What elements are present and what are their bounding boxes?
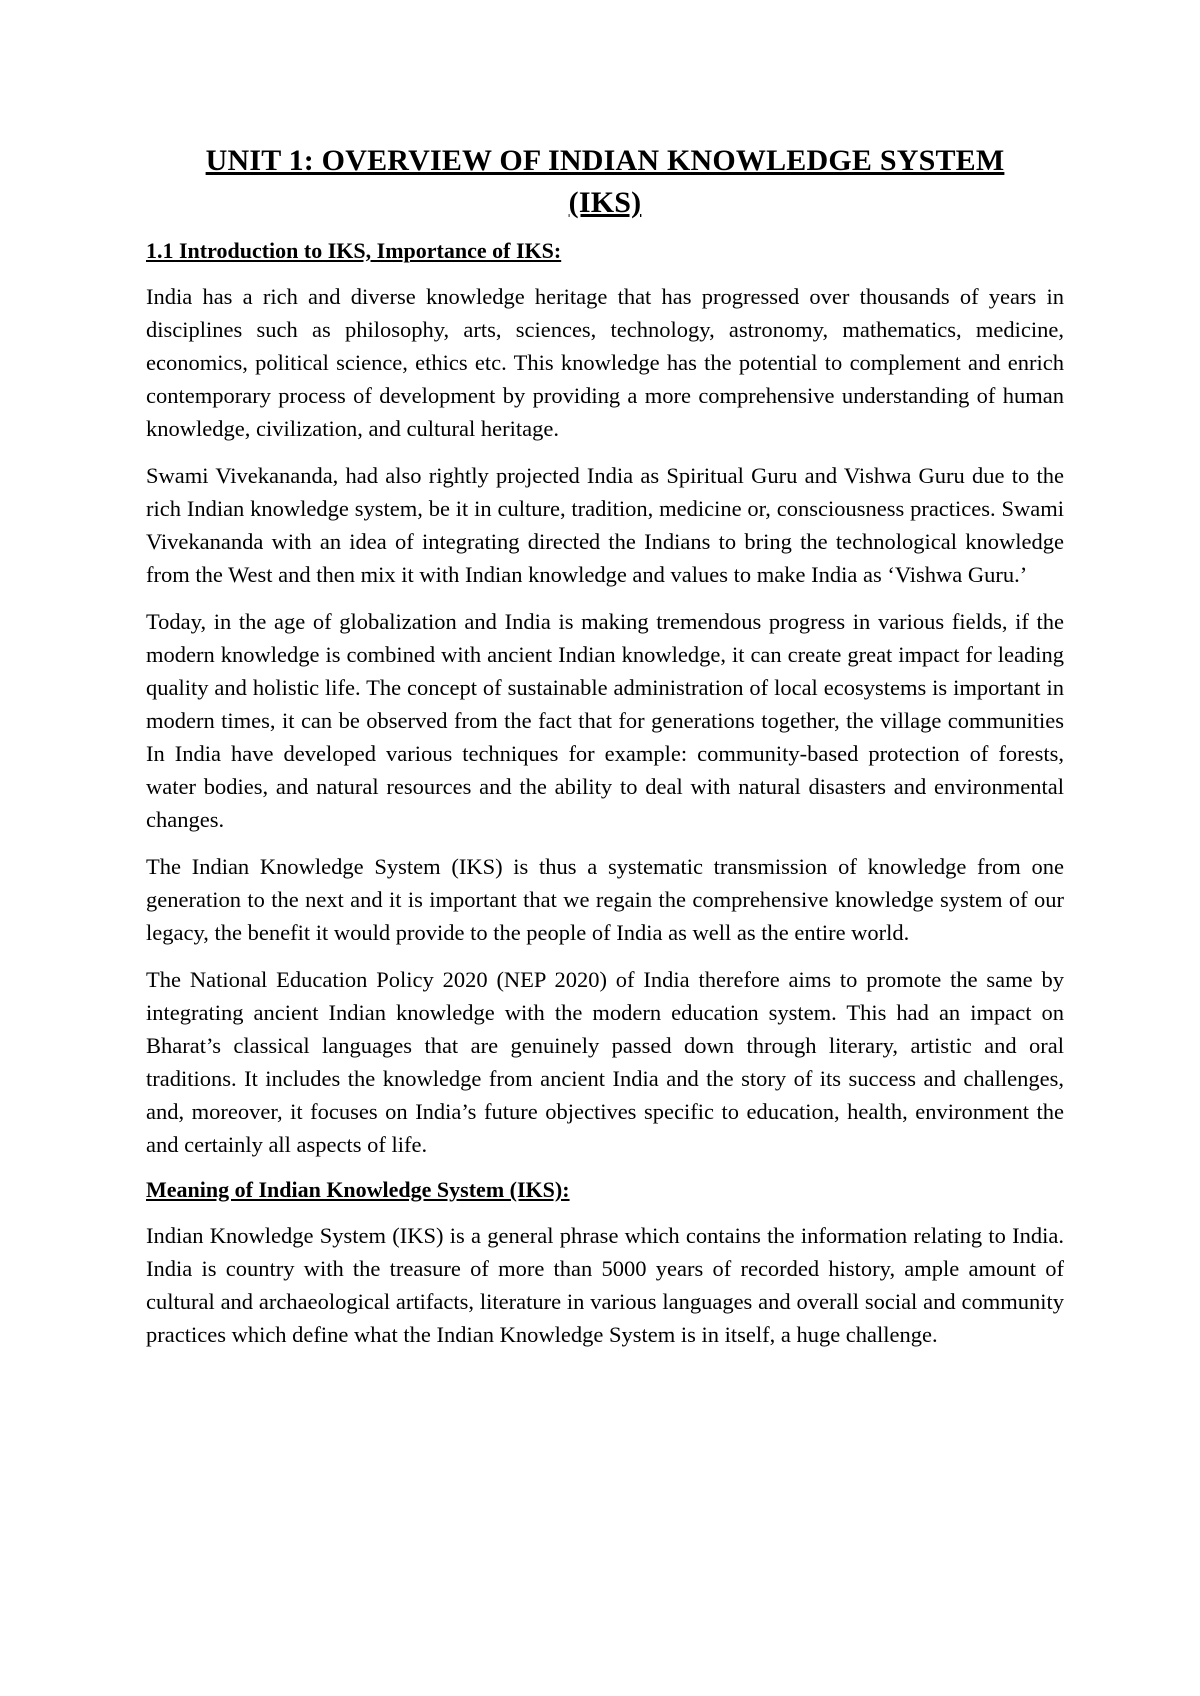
paragraph-nep-2020: The National Education Policy 2020 (NEP 2020) of India therefore aims to promote the same by integrating ancient Indian knowledge with the modern education system. This had an impact on Bharat’s classical languages that are genuinely passed down through literary, artistic and oral traditions. It includes the knowledge from ancient India and the story of its success and challenges, and, moreover, it focuses on India’s future objectives specific to education, health, environment the and certainly all aspects of life.	[146, 967, 1064, 1157]
unit-title	[146, 140, 1064, 224]
paragraph-globalization: Today, in the age of globalization and India is making tremendous progress in various fields, if the modern knowledge is combined with ancient Indian knowledge, it can create great impact for leading quality and holistic life. The concept of sustainable administration of local ecosystems is important in modern times, it can be observed from the fact that for generations together, the village communities In India have developed various techniques for example: community-based protection of forests, water bodies, and natural resources and the ability to deal with natural disasters and environmental changes.	[146, 609, 1064, 832]
section-2-heading: Meaning of Indian Knowledge System (IKS):	[146, 1177, 570, 1202]
unit-title-line-2: (IKS)	[568, 186, 642, 219]
document-page	[146, 140, 1064, 1351]
section-1-heading: 1.1 Introduction to IKS, Importance of IKS:	[146, 238, 562, 263]
paragraph-iks-transmission: The Indian Knowledge System (IKS) is thus a systematic transmission of knowledge from one generation to the next and it is important that we regain the comprehensive knowledge system of our legacy, the benefit it would provide to the people of India as well as the entire world.	[146, 854, 1064, 945]
paragraph-vivekananda: Swami Vivekananda, had also rightly projected India as Spiritual Guru and Vishwa Guru due to the rich Indian knowledge system, be it in culture, tradition, medicine or, consciousness practices. Swami Vivekananda with an idea of integrating directed the Indians to bring the technological knowledge from the West and then mix it with Indian knowledge and values to make India as ‘Vishwa Guru.’	[146, 463, 1064, 587]
unit-title-line-1: UNIT 1: OVERVIEW OF INDIAN KNOWLEDGE SYSTEM	[205, 144, 1005, 177]
paragraph-intro: India has a rich and diverse knowledge heritage that has progressed over thousands of years in disciplines such as philosophy, arts, sciences, technology, astronomy, mathematics, medicine, economics, political science, ethics etc. This knowledge has the potential to complement and enrich contemporary process of development by providing a more comprehensive understanding of human knowledge, civilization, and cultural heritage.	[146, 284, 1064, 441]
paragraph-iks-meaning: Indian Knowledge System (IKS) is a general phrase which contains the information relating to India. India is country with the treasure of more than 5000 years of recorded history, ample amount of cultural and archaeological artifacts, literature in various languages and overall social and community practices which define what the Indian Knowledge System is in itself, a huge challenge.	[146, 1223, 1064, 1347]
